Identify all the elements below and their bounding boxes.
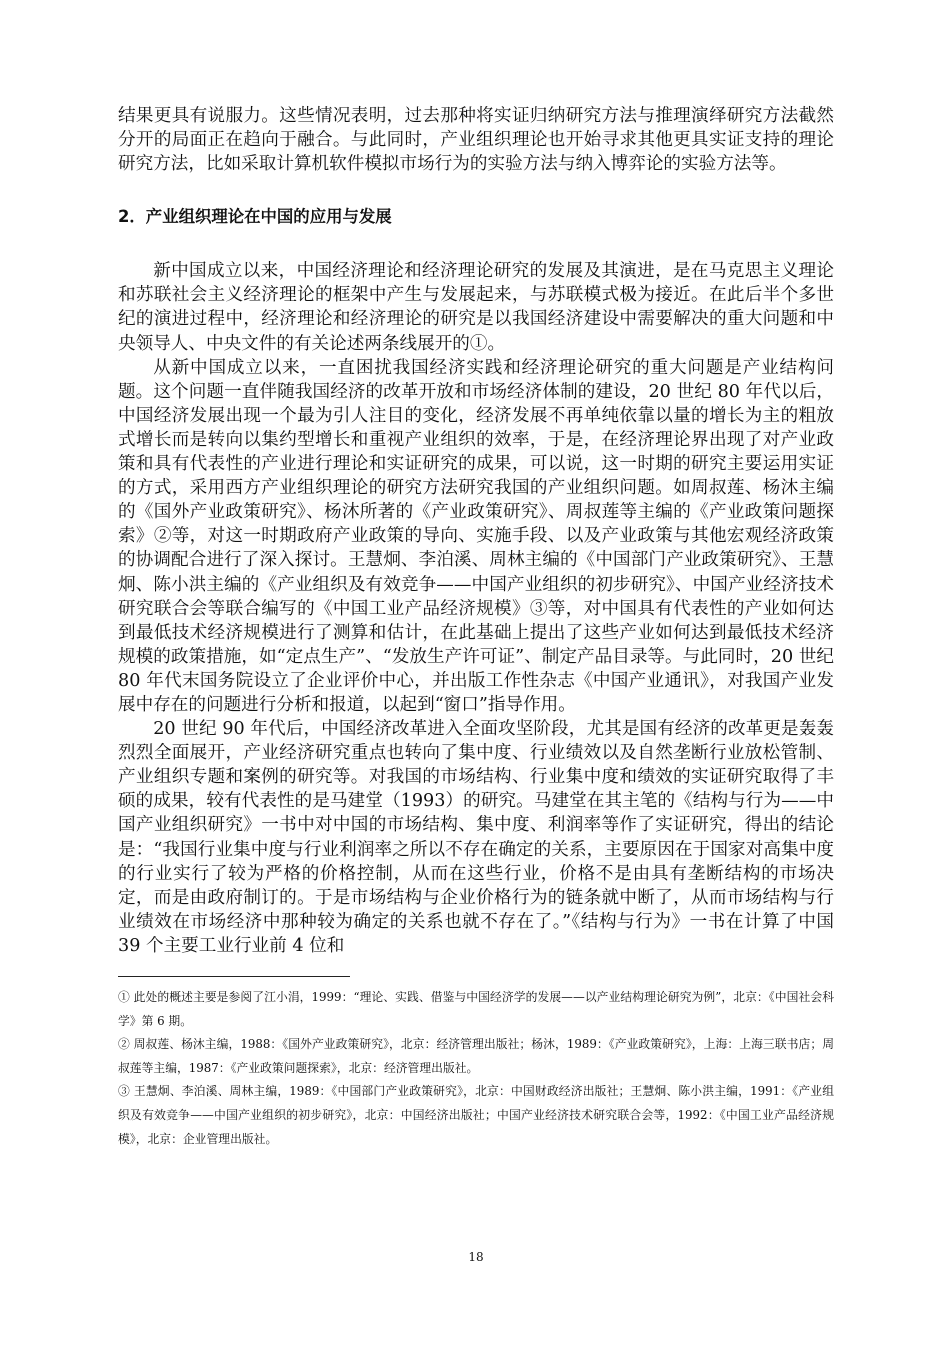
paragraph-2: 从新中国成立以来，一直困扰我国经济实践和经济理论研究的重大问题是产业结构问题。这个问题一直伴随我国经济的改革开放和市场经济体制的建设，20 世纪 80 年代以后，中国经济发展出现一个最为引人注目的变化，经济发展不再单纯依靠以量的增长为主的粗放式增长而是转向以集约型增长和重视产业组织的效率，于是，在经济理论界出现了对产业政策和具有代表性的产业进行理论和实证研究的成果，可以说，这一时期的研究主要运用实证的方式，采用西方产业组织理论的研究方法研究我国的产业组织问题。如周叔莲、杨沐主编的《国外产业政策研究》、杨沐所著的《产业政策研究》、周叔莲等主编的《产业政策问题探索》②等，对这一时期政府产业政策的导向、实施手段、以及产业政策与其他宏观经济政策的协调配合进行了深入探讨。王慧炯、李泊溪、周林主编的《中国部门产业政策研究》、王慧炯、陈小洪主编的《产业组织及有效竞争——中国产业组织的初步研究》、中国产业经济技术研究联合会等联合编写的《中国工业产品经济规模》③等，对中国具有代表性的产业如何达到最低技术经济规模进行了测算和估计，在此基础上提出了这些产业如何达到最低技术经济规模的政策措施，如“定点生产”、“发放生产许可证”、制定产品目录等。与此同时，20 世纪 80 年代末国务院设立了企业评价中心，并出版工作性杂志《中国产业通讯》，对我国产业发展中存在的问题进行分析和报道，以起到“窗口”指导作用。 xyxy=(118,357,834,715)
page-body xyxy=(118,104,834,1151)
paragraph-continued: 结果更具有说服力。这些情况表明，过去那种将实证归纳研究方法与推理演绎研究方法截然分开的局面正在趋向于融合。与此同时，产业组织理论也开始寻求其他更具实证支持的理论研究方法，比如采取计算机软件模拟市场行为的实验方法与纳入博弈论的实验方法等。 xyxy=(118,106,834,175)
footnote-3: ③ 王慧炯、李泊溪、周林主编，1989：《中国部门产业政策研究》，北京：中国财政经济出版社；王慧炯、陈小洪主编，1991：《产业组织及有效竞争——中国产业组织的初步研究》，北京：中国经济出版社；中国产业经济技术研究联合会等，1992：《中国工业产品经济规模》，北京：企业管理出版社。 xyxy=(118,1084,834,1146)
footnote-2: ② 周叔莲、杨沐主编，1988：《国外产业政策研究》，北京：经济管理出版社；杨沐，1989：《产业政策研究》，上海：上海三联书店；周叔莲等主编，1987：《产业政策问题探索》，北京：经济管理出版社。 xyxy=(118,1037,834,1075)
section-heading: 2．产业组织理论在中国的应用与发展 xyxy=(118,207,392,227)
paragraph-1: 新中国成立以来，中国经济理论和经济理论研究的发展及其演进，是在马克思主义理论和苏联社会主义经济理论的框架中产生与发展起来，与苏联模式极为接近。在此后半个多世纪的演进过程中，经济理论和经济理论的研究是以我国经济建设中需要解决的重大问题和中央领导人、中央文件的有关论述两条线展开的①。 xyxy=(118,261,834,354)
paragraph-3: 20 世纪 90 年代后，中国经济改革进入全面攻坚阶段，尤其是国有经济的改革更是轰轰烈烈全面展开，产业经济研究重点也转向了集中度、行业绩效以及自然垄断行业放松管制、产业组织专题和案例的研究等。对我国的市场结构、行业集中度和绩效的实证研究取得了丰硕的成果，较有代表性的是马建堂（1993）的研究。马建堂在其主笔的《结构与行为——中国产业组织研究》一书中对中国的市场结构、集中度、利润率等作了实证研究，得出的结论是：“我国行业集中度与行业利润率之所以不存在确定的关系，主要原因在于国家对高集中度的行业实行了较为严格的价格控制，从而在这些行业，价格不是由具有垄断结构的市场决定，而是由政府制订的。于是市场结构与企业价格行为的链条就中断了，从而市场结构与行业绩效在市场经济中那种较为确定的关系也就不存在了。”《结构与行为》一书在计算了中国 39 个主要工业行业前 4 位和 xyxy=(118,719,834,956)
footnote-divider xyxy=(118,976,350,977)
footnote-1: ① 此处的概述主要是参阅了江小涓，1999：“理论、实践、借鉴与中国经济学的发展——以产业结构理论研究为例”，北京：《中国社会科学》第 6 期。 xyxy=(118,990,834,1028)
page-number: 18 xyxy=(468,1250,484,1264)
